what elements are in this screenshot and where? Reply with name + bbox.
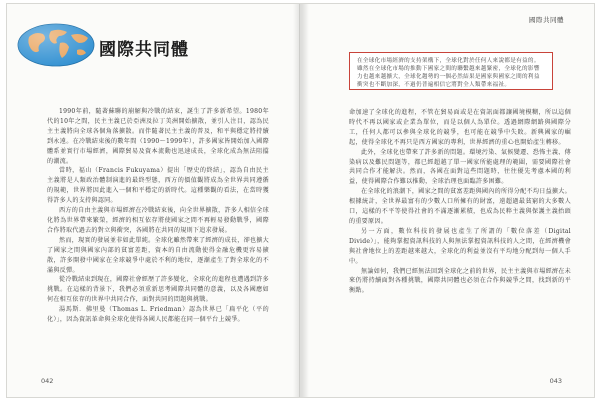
paragraph: 無論如何，我們已經無法回到全球化之前的世界，民主主義與市場經濟在未來仍將持續面對各種挑戰，國際共同體也必須在合作與競爭之間，找到新的平衡點。 (349, 267, 571, 295)
paragraph: 另一方面，數位科技的發展也產生了所謂的「數位落差（Digital Divide）」，能夠掌握資訊科技的人與無法掌握資訊科技的人之間，在經濟機會與社會地位上的差距越來越大，全球化的利益並沒有平均地分配到每一個人手中。 (349, 227, 571, 265)
paragraph: 命加速了全球化的進程，不管在貿易面或是在資訊面都讓國境模糊，所以這個時代不再以國家或企業為單位，而是以個人為單位。透過網際網路與國際分工，任何人都可以參與全球化的競爭，也可能在競爭中失敗。新興國家的崛起，使得全球化不再只是西方國家的專利，世界經濟的重心也開始產生轉移。 (349, 109, 571, 146)
page-number-left: 042 (41, 377, 54, 385)
paragraph: 湯馬斯．佛里曼（Thomas L. Friedman）認為世界已「扁平化（平的化）」，因為資訊革命與全球化使得各國人民都能在同一個平台上競爭。 (47, 306, 269, 324)
paragraph: 此外，全球化也帶來了許多新的問題。環境污染、氣候變遷、恐怖主義、傳染病以及難民問題等，都已經超越了單一國家所能處理的範圍，需要國際社會共同合作才能解決。然而，各國在面對這些問題時，往往優先考慮本國的利益，使得國際合作難以推動，全球治理也面臨許多困難。 (349, 148, 571, 186)
globe-icon (17, 23, 95, 67)
paragraph: 在全球化的浪潮下，國家之間的貧富差距與國內的所得分配不均日益擴大。根據統計，全世界最富有的少數人口所擁有的財富，遠超過最貧窮的大多數人口，這樣的不平等使得社會的不滿逐漸累積，也成為民粹主義與保護主義抬頭的重要原因。 (349, 188, 571, 225)
left-page (7, 4, 300, 397)
paragraph: 1990年前，隨著蘇聯的崩解與冷戰的結束，誕生了許多新希望。1980年代的10年之間，民主主義已於亞洲及拉丁美洲開始擴散，並引人注目，認為民主主義將向全球各個角落擴散。而伴隨著民主主義的普及，和平與穩定將持續到永遠。在冷戰結束後的數年間（1990～1999年），許多國家皆開始加入國際體系並實行市場經濟，國際貿易及資本流動也迅速成長，全球化成為無法阻擋的潮流。 (47, 108, 269, 165)
paragraph: 西方的自由主義與市場經濟在冷戰結束後，向全世界擴散，許多人相信全球化將為世界帶來繁榮，經濟的相互依存將使國家之間不再輕易發動戰爭，國際合作將取代過去的對立與衝突，各國將在共同的規則下追求發展。 (47, 207, 269, 234)
page-number-right: 043 (549, 377, 562, 385)
running-head: 國際共同體 (529, 16, 564, 24)
chapter-title: 國際共同體 (99, 40, 189, 60)
paragraph: 從冷戰結束到現在，國際社會經歷了許多變化，全球化的進程也遭遇到許多挑戰。在這樣的背景下，我們必須重新思考國際共同體的意義，以及各國應如何在相互依存的世界中共同合作，面對共同的問題與挑戰。 (47, 276, 269, 304)
paragraph: 然而，現實的發展並非如此單純。全球化雖然帶來了經濟的成長，卻也擴大了國家之間與國家內部的貧富差距，資本的自由流動使得金融危機更容易擴散，許多開發中國家在全球競爭中處於不利的地位，逐漸產生了對全球化的不滿與反彈。 (47, 236, 269, 274)
summary-box: 在全球化市場經濟的支持架構下，全球化對於任何人來說都是有益的。雖然在全球化市場的推動下國家之間的聯繫越來越緊密，全球化的影響力也越來越擴大，全球化趨勢的一個必然結果是國家與國家之間的利益衝突也不斷加深，不過仍普遍相信它將對全人類帶來福祉。 (349, 52, 553, 90)
left-body-text (47, 107, 269, 365)
book-gutter (293, 4, 309, 397)
paragraph: 當時，福山（Francis Fukuyama）提出「歷史的終結」，認為自由民主主義將是人類政治體制演進的最終型態，西方的價值觀將成為全世界共同遵循的規範，世界將因此進入一個和平穩定的新時代。這種樂觀的看法，在當時獲得許多人的支持與認同。 (47, 167, 269, 205)
right-page (301, 4, 594, 397)
right-body-text (349, 108, 571, 355)
book-spread (6, 3, 595, 398)
